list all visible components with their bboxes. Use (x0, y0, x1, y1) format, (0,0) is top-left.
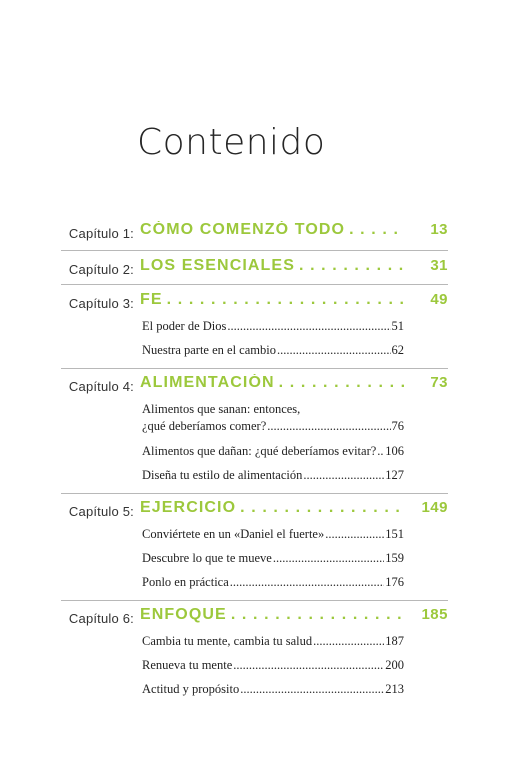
section-entry[interactable]: Actitud y propósito ..... 213 (142, 681, 404, 698)
section-entry[interactable]: Cambia tu mente, cambia tu salud ..... 187 (142, 633, 404, 650)
chapter-6[interactable] (0, 605, 508, 629)
chapter-page: 49 (430, 291, 448, 308)
chapter-title: FE . . . (140, 291, 404, 309)
section-entry[interactable]: Renueva tu mente ..... 200 (142, 657, 404, 674)
chapter-label: Capítulo 2: (68, 262, 134, 277)
divider (61, 600, 448, 601)
chapter-title: CÓMO COMENZÓ TODO . . . (140, 221, 404, 239)
chapter-1[interactable] (0, 220, 508, 244)
section-entry[interactable]: Alimentos que sanan: entonces, ¿qué deberíamos comer? ..... 76 (142, 401, 404, 435)
chapter-4[interactable] (0, 373, 508, 397)
section-entry[interactable]: Conviértete en un «Daniel el fuerte» ..... 151 (142, 526, 404, 543)
divider (61, 250, 448, 251)
divider (61, 284, 448, 285)
section-entry[interactable]: Alimentos que dañan: ¿qué deberíamos evitar? ..... 106 (142, 443, 404, 460)
chapter-title: EJERCICIO . . . (140, 499, 404, 517)
section-entry[interactable]: Diseña tu estilo de alimentación ..... 127 (142, 467, 404, 484)
chapter-3[interactable] (0, 290, 508, 314)
chapter-page: 149 (421, 499, 448, 516)
page-title: Contenido (137, 122, 326, 163)
chapter-title: LOS ESENCIALES . . . (140, 257, 404, 275)
chapter-label: Capítulo 6: (68, 611, 134, 626)
chapter-label: Capítulo 5: (68, 504, 134, 519)
chapter-page: 73 (430, 374, 448, 391)
chapter-title: ENFOQUE . . . (140, 606, 404, 624)
section-entry[interactable]: Nuestra parte en el cambio ..... 62 (142, 342, 404, 359)
section-entry[interactable]: Ponlo en práctica ..... 176 (142, 574, 404, 591)
chapter-page: 13 (430, 221, 448, 238)
chapter-title: ALIMENTACIÓN . . . (140, 374, 404, 392)
chapter-label: Capítulo 1: (68, 226, 134, 241)
section-entry[interactable]: El poder de Dios ..... 51 (142, 318, 404, 335)
chapter-2[interactable] (0, 256, 508, 280)
chapter-label: Capítulo 3: (68, 296, 134, 311)
chapter-page: 185 (421, 606, 448, 623)
chapter-page: 31 (430, 257, 448, 274)
divider (61, 368, 448, 369)
chapter-5[interactable] (0, 498, 508, 522)
section-entry[interactable]: Descubre lo que te mueve ..... 159 (142, 550, 404, 567)
divider (61, 493, 448, 494)
chapter-label: Capítulo 4: (68, 379, 134, 394)
